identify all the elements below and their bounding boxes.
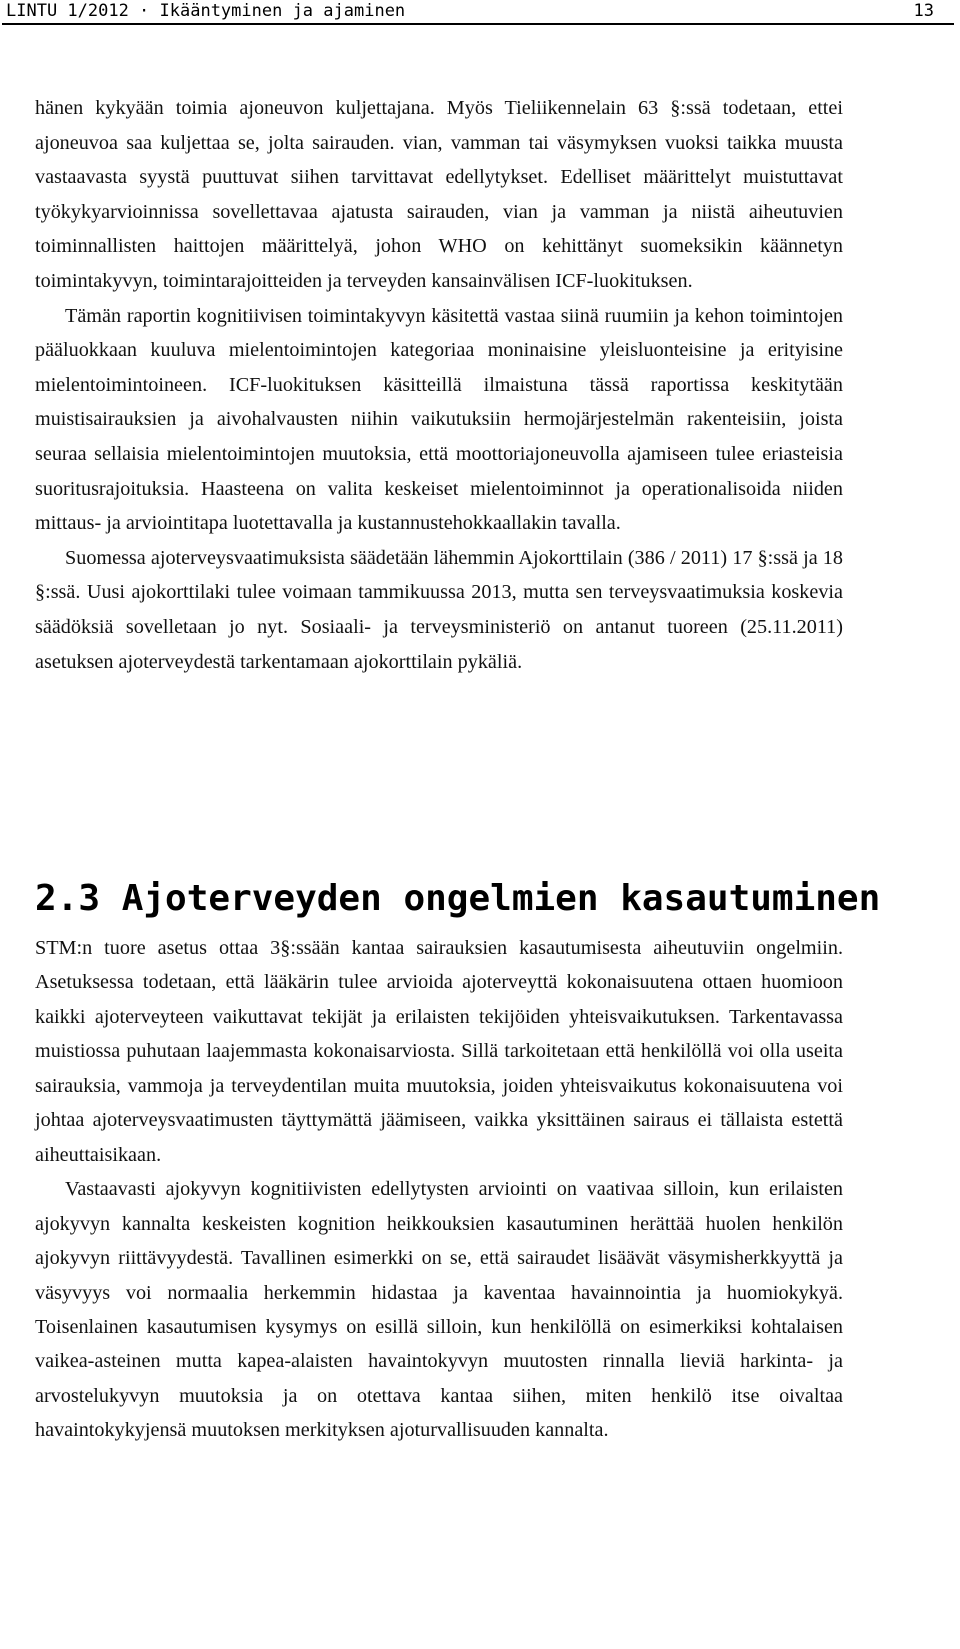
paragraph: STM:n tuore asetus ottaa 3§:ssään kantaa sairauksien kasautumisesta aiheutuviin ongelmiin. Asetuksessa todetaan, että lääkärin tulee arvioida ajoterveyttä kokonaisuutena ottaen huomioon kaikki ajoterveyteen vaikuttavat tekijät ja erilaisten tekijöiden yhteisvaikutuksen. Tarkentavassa muistiossa puhutaan laajemmasta kokonaisarviosta. Sillä tarkoitetaan että henkilöllä voi olla useita sairauksia, vammoja ja terveydentilan muita muutoksia, joiden yhteisvaikutus kokonaisuutena voi johtaa ajoterveysvaatimusten täyttymättä jäämiseen, vaikka yksittäinen sairaus ei tällaista estettä aiheuttaisikaan.: [35, 937, 843, 1166]
paragraph: hänen kykyään toimia ajoneuvon kuljettajana. Myös Tieliikennelain 63 §:ssä todetaan, ettei ajoneuvoa saa kuljettaa se, jolta sairauden. vian, vamman tai väsymyksen vuoksi taikka muusta vastaavasta syystä puuttuvat siihen tarvittavat edellytykset. Edelliset määrittelyt muistuttavat työkykyarvioinnissa sovellettavaa ajatusta sairauden, vian ja vamman ja niistä aiheutuvien toiminnallisten haittojen määrittelyä, johon WHO on kehittänyt suomeksikin käännetyn toimintakyvyn, toimintarajoitteiden ja terveyden kansainvälisen ICF-luokituksen.: [35, 97, 843, 292]
publication-title: LINTU 1/2012 · Ikääntyminen ja ajaminen: [6, 1, 406, 21]
paragraph: Suomessa ajoterveysvaatimuksista säädetään lähemmin Ajokorttilain (386 / 2011) 17 §:ssä ja 18 §:ssä. Uusi ajokorttilaki tulee voimaan tammikuussa 2013, mutta sen terveysvaatimuksia koskevia säädöksiä sovelletaan jo nyt. Sosiaali- ja terveysministeriö on antanut tuoreen (25.11.2011) asetuksen ajoterveydestä tarkentamaan ajokorttilain pykäliä.: [35, 546, 843, 673]
section-text-block: [35, 931, 843, 1448]
page-number: 13: [913, 1, 934, 21]
running-header: [2, 0, 954, 25]
section-heading: 2.3 Ajoterveyden ongelmien kasautuminen: [35, 878, 881, 919]
paragraph: Vastaavasti ajokyvyn kognitiivisten edellytysten arviointi on vaativaa silloin, kun erilaisten ajokyvyn kannalta keskeisten kognition heikkouksien kasautuminen herättää huolen henkilön ajokyvyn riittävyydestä. Tavallinen esimerkki on se, että sairaudet lisäävät väsymisherkkyyttä ja väsyvyys voi normaalia herkemmin hidastaa ja kaventaa havainnointia ja huomiokykyä. Toisenlainen kasautumisen kysymys on esillä silloin, kun henkilöllä on esimerkiksi kohtalaisen vaikea-asteinen mutta kapea-alaisten havaintokyvyn muutosten rinnalla lieviä harkinta- ja arvostelukyvyn muutoksia ja on otettava kantaa siihen, miten henkilö itse oivaltaa havaintokykyjensä muutoksen merkityksen ajoturvallisuuden kannalta.: [35, 1178, 843, 1442]
paragraph: Tämän raportin kognitiivisen toimintakyvyn käsitettä vastaa siinä ruumiin ja kehon toimintojen pääluokkaan kuuluva mielentoimintojen kategoriaa moninaisine yleisluonteisine ja erityisine mielentoimintoineen. ICF-luokituksen käsitteillä ilmaistuna tässä raportissa keskitytään muistisairauksien ja aivohalvausten niihin vaikutuksiin hermojärjestelmän rakenteisiin, joista seuraa sellaisia mielentoimintojen muutoksia, että moottoriajoneuvolla ajamiseen tulee eriasteisia suoritusrajoituksia. Haasteena on valita keskeiset mielentoiminnot ja operationalisoida niiden mittaus- ja arviointitapa luotettavalla ja kustannustehokkaallakin tavalla.: [35, 304, 843, 535]
intro-text-block: [35, 91, 843, 679]
